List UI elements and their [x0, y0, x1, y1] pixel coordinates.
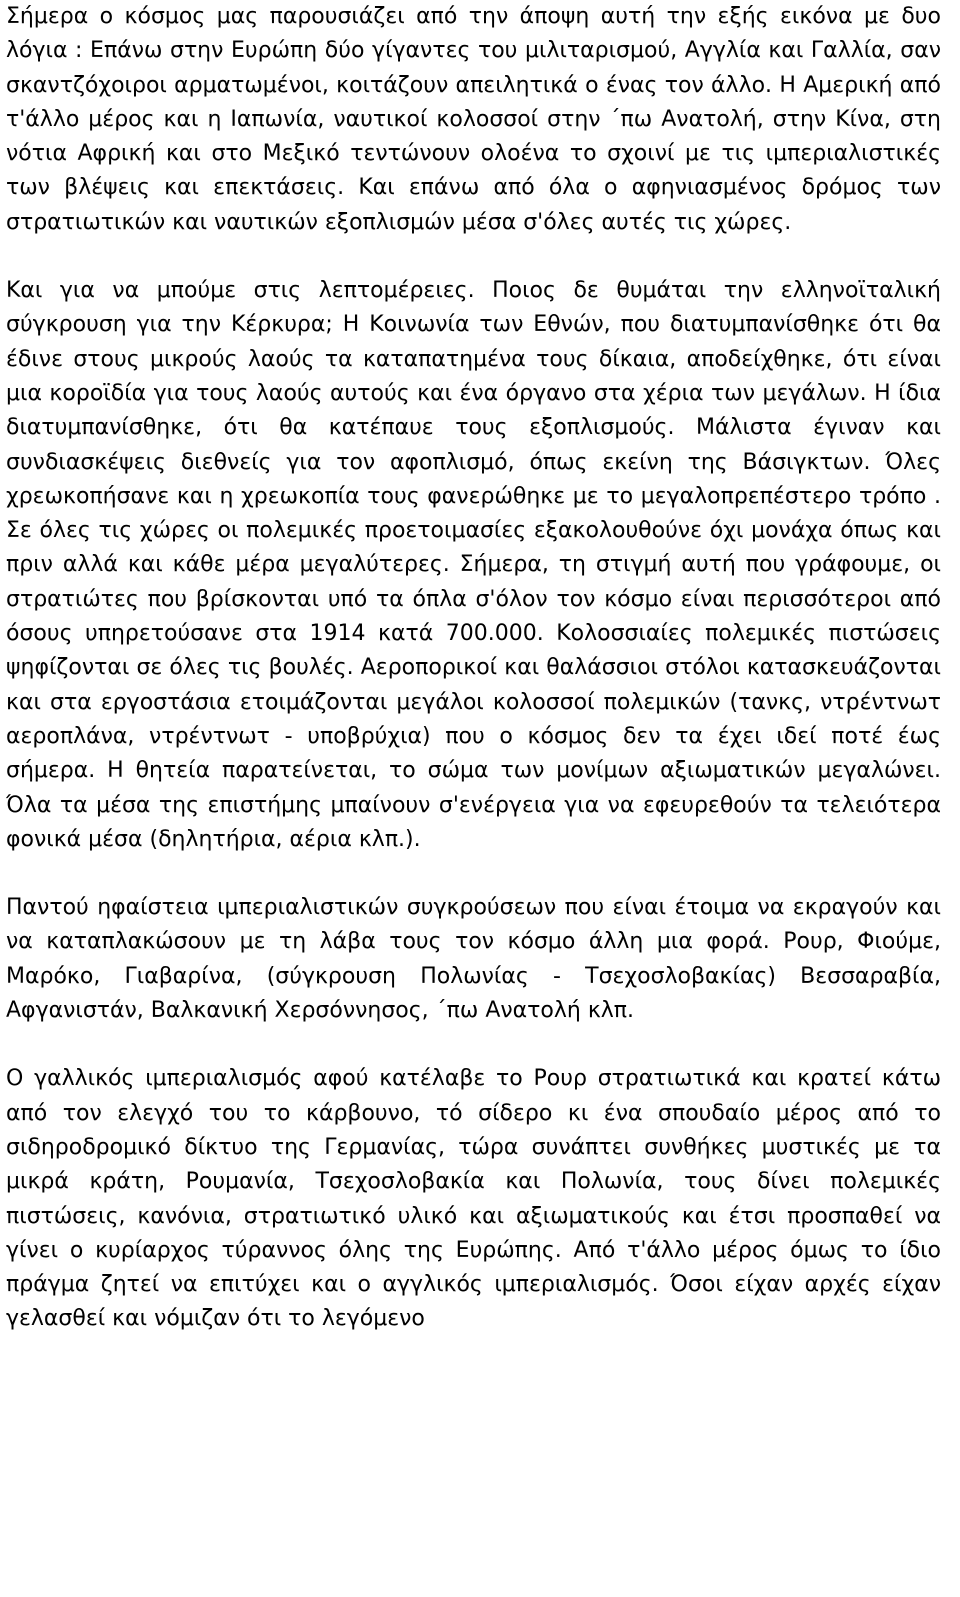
- document-page: [6, 0, 941, 1337]
- paragraph-1: Σήμερα ο κόσμος μας παρουσιάζει από την άποψη αυτή την εξής εικόνα με δυο λόγια : Επάνω στην Ευρώπη δύο γίγαντες του μιλιταρισμού, Αγγλία και Γαλλία, σαν σκαντζόχοιροι αρματωμένοι, κοιτάζουν απειλητικά ο ένας τον άλλο. Η Αμερική από τ'άλλο μέρος και η Ιαπωνία, ναυτικοί κολοσσοί στην ΄πω Ανατολή, στην Κίνα, στη νότια Αφρική και στο Μεξικό τεντώνουν ολοένα το σχοινί με τις ιμπεριαλιστικές των βλέψεις και επεκτάσεις. Και επάνω από όλα ο αφηνιασμένος δρόμος των στρατιωτικών και ναυτικών εξοπλισμών μέσα σ'όλες αυτές τις χώρες.: [6, 4, 941, 235]
- paragraph-3: Παντού ηφαίστεια ιμπεριαλιστικών συγκρούσεων που είναι έτοιμα να εκραγούν και να καταπλακώσουν με τη λάβα τους τον κόσμο άλλη μια φορά. Ρουρ, Φιούμε, Μαρόκο, Γιαβαρίνα, (σύγκρουση Πολωνίας - Τσεχοσλοβακίας) Βεσσαραβία, Αφγανιστάν, Βαλκανική Χερσόννησος, ΄πω Ανατολή κλπ.: [6, 895, 941, 1024]
- paragraph-4: Ο γαλλικός ιμπεριαλισμός αφού κατέλαβε το Ρουρ στρατιωτικά και κρατεί κάτω από τον ελεγχό του το κάρβουνο, τό σίδερο κι ένα σπουδαίο μέρος από το σιδηροδρομικό δίκτυο της Γερμανίας, τώρα συνάπτει συνθήκες μυστικές με τα μικρά κράτη, Ρουμανία, Τσεχοσλοβακία και Πολωνία, τους δίνει πολεμικές πιστώσεις, κανόνια, στρατιωτικό υλικό και αξιωματικούς και έτσι προσπαθεί να γίνει ο κυρίαρχος τύραννος όλης της Ευρώπης. Από τ'άλλο μέρος όμως το ίδιο πράγμα ζητεί να επιτύχει και ο αγγλικός ιμπεριαλισμός. Όσοι είχαν αρχές είχαν γελασθεί και νόμιζαν ότι το λεγόμενο: [6, 1066, 941, 1332]
- paragraph-2: Και για να μπούμε στις λεπτομέρειες. Ποιος δε θυμάται την ελληνοϊταλική σύγκρουση για την Κέρκυρα; Η Κοινωνία των Εθνών, που διατυμπανίσθηκε ότι θα έδινε στους μικρούς λαούς τα καταπατημένα τους δίκαια, αποδείχθηκε, ότι είναι μια κοροϊδία για τους λαούς αυτούς και ένα όργανο στα χέρια των μεγάλων. Η ίδια διατυμπανίσθηκε, ότι θα κατέπαυε τους εξοπλισμούς. Μάλιστα έγιναν και συνδιασκέψεις διεθνείς για τον αφοπλισμό, όπως εκείνη της Βάσιγκτων. Όλες χρεωκοπήσανε και η χρεωκοπία τους φανερώθηκε με το μεγαλοπρεπέστερο τρόπο . Σε όλες τις χώρες οι πολεμικές προετοιμασίες εξακολουθούνε όχι μονάχα όπως και πριν αλλά και κάθε μέρα μεγαλύτερες. Σήμερα, τη στιγμή αυτή που γράφουμε, οι στρατιώτες που βρίσκονται υπό τα όπλα σ'όλον τον κόσμο είναι περισσότεροι από όσους υπηρετούσανε στα 1914 κατά 700.000. Κολοσσιαίες πολεμικές πιστώσεις ψηφίζονται σε όλες τις βουλές. Αεροπορικοί και θαλάσσιοι στόλοι κατασκευάζονται και στα εργοστάσια ετοιμάζονται μεγάλοι κολοσσοί πολεμικών (τανκς, ντρέντνωτ αεροπλάνα, ντρέντνωτ - υποβρύχια) που ο κόσμος δεν τα έχει ιδεί ποτέ έως σήμερα. Η θητεία παρατείνεται, το σώμα των μονίμων αξιωματικών μεγαλώνει. Όλα τα μέσα της επιστήμης μπαίνουν σ'ενέργεια για να εφευρεθούν τα τελειότερα φονικά μέσα (δηλητήρια, αέρια κλπ.).: [6, 278, 941, 852]
